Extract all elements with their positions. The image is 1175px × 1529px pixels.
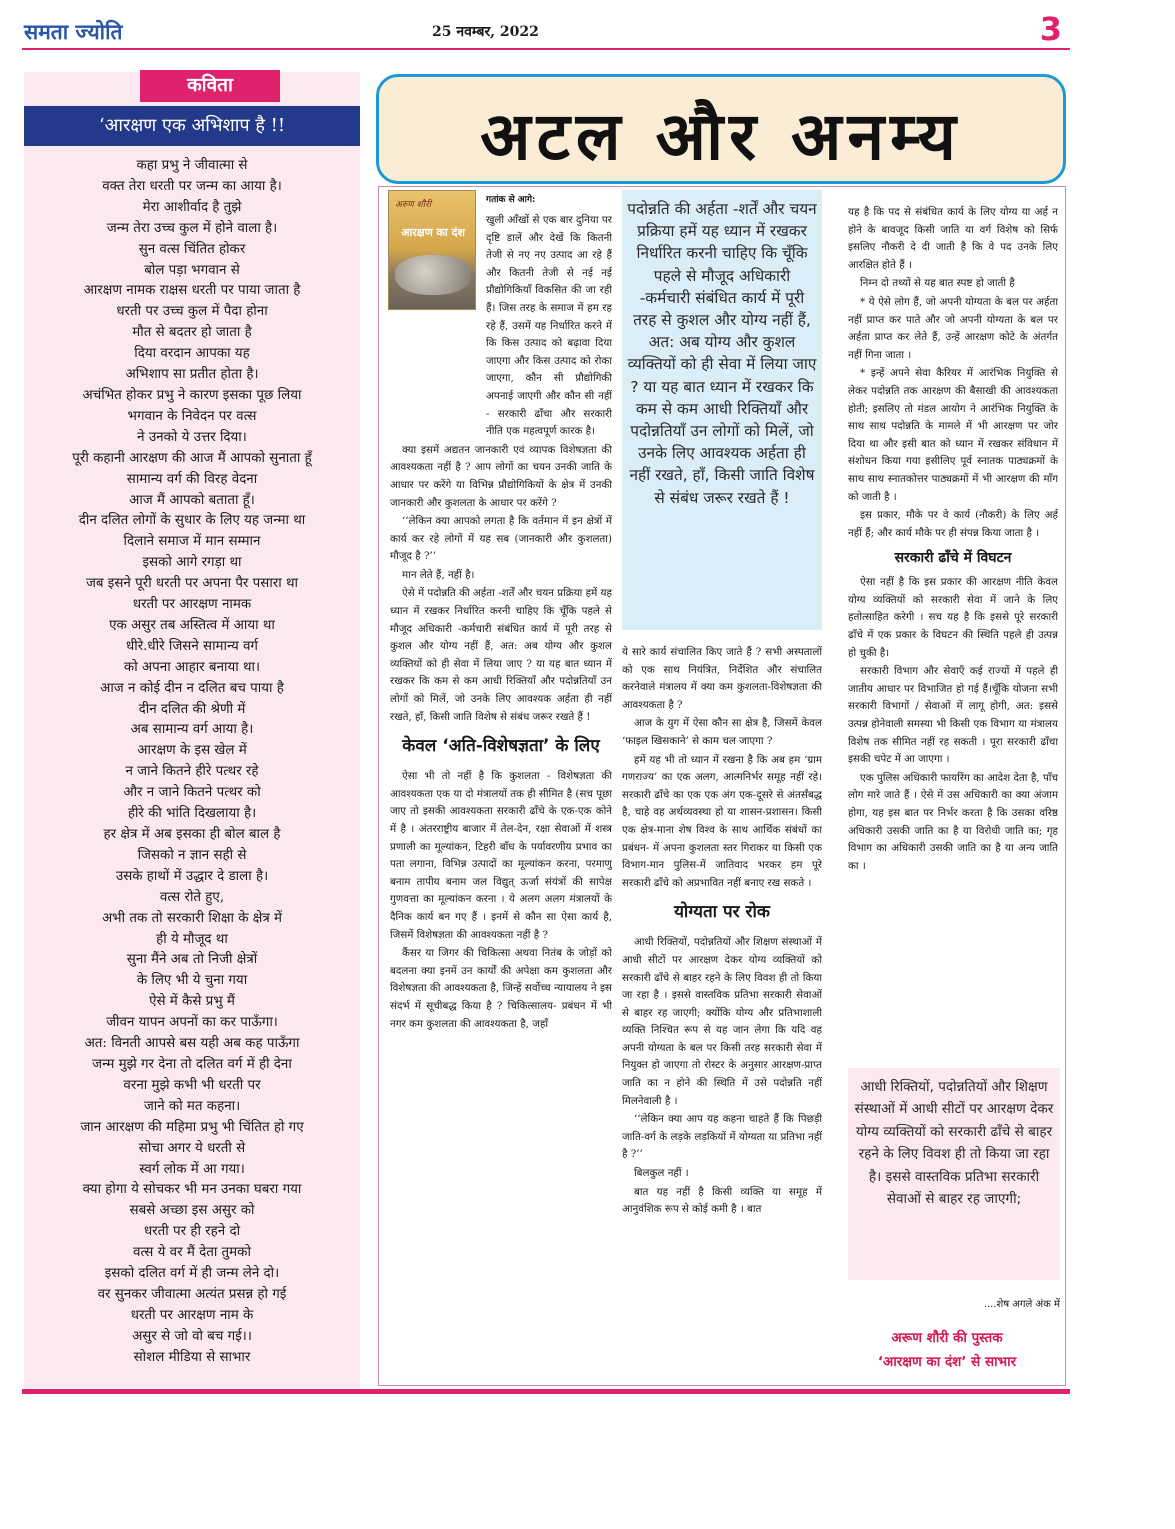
- poem-line: आज मैं आपको बताता हूँ।: [129, 492, 255, 508]
- poem-line: दिलाने समाज में मान सम्मान: [123, 534, 261, 550]
- paragraph: निम्न दो तथ्यों से यह बात स्पष्ट हो जाती है: [860, 277, 1015, 290]
- header-rule: [22, 48, 1070, 50]
- book-cover-title: आरक्षण का दंश: [401, 226, 465, 239]
- poem-line: को अपना आहार बनाया था।: [123, 659, 261, 675]
- paragraph: ‘‘लेकिन क्या आपको लगता है कि वर्तमान में इन क्षेत्रों में कार्य कर रहे लोगों में यह सब (जानकारी और कुशलता) मौजूद है ?’’: [390, 515, 612, 563]
- poem-line: धरती पर ही रहने दो: [143, 1224, 241, 1240]
- paragraph: ऐसा नहीं है कि इस प्रकार की आरक्षण नीति केवल योग्य व्यक्तियों को सरकारी सेवा में जाने के लिए हतोत्साहित करेगी । सच यह है कि इससे पूरे सरकारी ढाँचे में एक प्रकार के विघटन की स्थिति पहले ही उत्पन्न हो चुकी है।: [848, 576, 1058, 659]
- poem-line: मौत से बदतर हो जाता है: [132, 325, 252, 341]
- poem-line: वर सुनकर जीवात्मा अत्यंत प्रसन्न हो गई: [97, 1286, 287, 1302]
- poem-line: एक असुर तब अस्तित्व में आया था: [109, 617, 275, 633]
- poem-line: ही ये मौजूद था: [156, 931, 228, 947]
- poem-line: इसको आगे रगड़ा था: [142, 555, 242, 571]
- subheading: योग्यता पर रोक: [674, 902, 770, 923]
- poem-line: अत: विनती आपसे बस यही अब कह पाऊँगा: [84, 1036, 300, 1052]
- poem-line: हर क्षेत्र में अब इसका ही बोल बाल है: [103, 827, 281, 842]
- poem-line: धरती पर उच्च कुल में पैदा होना: [116, 304, 268, 320]
- poem-line: सामान्य वर्ग की विरह वेदना: [126, 471, 258, 487]
- article-column-3: [848, 204, 1058, 1064]
- poem-line: बोल पड़ा भगवान से: [144, 262, 240, 278]
- book-cover-author: अरुण शौरी: [395, 200, 432, 210]
- subheading: सरकारी ढाँचे में विघटन: [894, 550, 1012, 567]
- masthead: [22, 10, 1070, 50]
- poem-line: मेरा आशीर्वाद है तुझे: [142, 199, 242, 215]
- footer-rule: [22, 1389, 1070, 1394]
- poem-line: सबसे अच्छा इस असुर को: [129, 1203, 255, 1219]
- paragraph: ऐसा भी तो नहीं है कि कुशलता - विशेषज्ञता की आवश्यकता एक या दो मंत्रालयों तक ही सीमित है (सच पूछा जाए तो इसकी आवश्यकता सरकारी ढाँचे के एक-एक कोने में है । अंतरराष्ट्रीय बाजार में तेल-देन, रक्षा सेवाओं में शस्त्र प्रणाली का मूल्यांकन, टिहरी बाँध के पर्यावरणीय प्रभाव का पता लगाना, विभिन्न उत्पादों का मूल्यांकन करना, परमाणु बनाम तापीय बनाम जल विद्युत् ऊर्जा संयंत्रों की सापेक्ष गुणवत्ता का मूल्यांकन करना । ये अलग अलग मंत्रालयों के दैनिक कार्य बन गए हैं । इनमें से कौन सा ऐसा कार्य है, जिसमें विशेषज्ञता की आवश्यकता नहीं है ?: [390, 770, 612, 941]
- poem-line: और न जाने कितने पत्थर को: [123, 785, 261, 801]
- poem-line: वत्स ये वर मैं देता तुमको: [133, 1245, 251, 1261]
- paragraph: इस प्रकार, मौके पर वे कार्य (नौकरी) के लिए अर्ह नहीं हैं; और कार्य मौके पर ही संपन्न किया जाता है ।: [848, 509, 1058, 539]
- poem-section-tag: कविता: [140, 70, 280, 102]
- poem-line: भगवान के निवेदन पर वत्स: [127, 408, 257, 424]
- paragraph: * ये ऐसे लोग हैं, जो अपनी योग्यता के बल पर अर्हता नहीं प्राप्त कर पाते और जो अपनी योग्यता के बल पर अर्हता प्राप्त कर लेते हैं, उन्हें आरक्षण कोटे के अंतर्गत नहीं गिना जाता ।: [848, 295, 1058, 361]
- poem-line: सुन वत्स चिंतित होकर: [138, 241, 246, 257]
- paragraph: क्या इसमें अद्यतन जानकारी एवं व्यापक विशेषज्ञता की आवश्यकता नहीं है ? आप लोगों का चयन उनकी जाति के आधार पर करेंगे या विभिन्न प्रौद्योगिकियों के क्षेत्र में उनकी जानकारी और कुशलता के आधार पर करेंगे ?: [390, 443, 612, 509]
- pull-quote: आधी रिक्तियों, पदोन्नतियों और शिक्षण संस्थाओं में आधी सीटों पर आरक्षण देकर योग्य व्यक्तियों को सरकारी ढाँचे से बाहर रहने के लिए विवश ही तो किया जा रहा है। इससे वास्तविक प्रतिभा सरकारी सेवाओं से बाहर रह जाएगी;: [848, 1068, 1060, 1280]
- paragraph: आधी रिक्तियों, पदोन्नतियों और शिक्षण संस्थाओं में आधी सीटों पर आरक्षण देकर योग्य व्यक्तियों को सरकारी ढाँचे से बाहर रहने के लिए विवश ही तो किया जा रहा है । इससे वास्तविक प्रतिभा सरकारी सेवाओं से बाहर रह जाएगी; क्योंकि योग्य और प्रतिभाशाली व्यक्ति निश्चित रूप से यह जान लेगा कि यदि वह अपनी योग्यता के बल पर किसी तरह सरकारी सेवा में नियुक्त हो जाएगा तो रोस्टर के अनुसार आरक्षण-प्राप्त जाति का न होने की स्थिति में उसे पदोन्नति नहीं मिलनेवाली है ।: [622, 936, 822, 1107]
- article-column-2: [622, 644, 822, 1380]
- paragraph: आज के युग में ऐसा कौन सा क्षेत्र है, जिसमें केवल ‘फाइल खिसकाने’ से काम चल जाएगा ?: [622, 717, 822, 747]
- paragraph: बात यह नहीं है किसी व्यक्ति या समूह में आनुवंशिक रूप से कोई कमी है । बात: [622, 1185, 822, 1216]
- article-headline: अटल और अनम्य: [480, 98, 962, 175]
- poem-line: वरना मुझे कभी भी धरती पर: [123, 1077, 261, 1093]
- poem-line: जन्म तेरा उच्च कुल में होने वाला है।: [106, 220, 278, 236]
- poem-line: दीन दलित की श्रेणी में: [138, 701, 246, 717]
- poem-line: अब सामान्य वर्ग आया है।: [130, 722, 254, 738]
- poem-line: आज न कोई दीन न दलित बच पाया है: [100, 680, 284, 696]
- poem-line: स्वर्ग लोक में आ गया।: [139, 1161, 245, 1177]
- paragraph: हमें यह भी तो ध्यान में रखना है कि अब हम ‘ग्राम गणराज्य’ का एक अलग, आत्मनिर्भर समूह नहीं रहे। सरकारी ढाँचे का एक एक अंग एक-दूसरे से अंतर्संबद्ध है, चाहे वह अर्थव्यवस्था हो या शासन-प्रशासन। किसी एक क्षेत्र-माना शेष विश्व के साथ आर्थिक संबंधों का प्रबंधन- में अपना कुशलता स्तर गिराकर या किसी एक विभाग-मान पुलिस-में जातिवाद भरकर हम पूरे सरकारी ढाँचे को अप्रभावित नहीं बनाए रख सकते ।: [622, 753, 822, 889]
- poem-line: क्या होगा ये सोचकर भी मन उनका घबरा गया: [82, 1182, 302, 1198]
- credit-line: ‘आरक्षण का दंश’ से साभार: [877, 1354, 1017, 1370]
- poem-line: जब इसने पूरी धरती पर अपना पैर पसारा था: [85, 576, 299, 592]
- poem-line: वत्स रोते हुए,: [159, 889, 225, 905]
- paragraph: ऐसे में पदोन्नति की अर्हता -शर्तें और चयन प्रक्रिया हमें यह ध्यान में रखकर निर्धारित करनी चाहिए कि चूँकि पहले से मौजूद अधिकारी -कर्मचारी संबंधित कार्य में पूरी तरह से कुशल और योग्य नहीं हैं, अत: अब योग्य और कुशल व्यक्तियों को ही सेवा में लिया जाए ? या यह बात ध्यान में रखकर कि कम से कम आधी रिक्तियाँ और पदोन्नतियाँ उन लोगों को मिलें, जो उनके लिए आवश्यक अर्हता ही नहीं रखते, हाँ, किसी जाति विशेष से संबंध जरूर रखते हैं !: [390, 587, 612, 723]
- poem-line: उसके हाथों में उद्धार दे डाला है।: [115, 868, 269, 884]
- poem-line: अभी तक तो सरकारी शिक्षा के क्षेत्र में: [101, 910, 283, 926]
- paragraph: ‘‘लेकिन क्या आप यह कहना चाहते हैं कि पिछड़ी जाति-वर्ग के लड़के लड़कियों में योग्यता या प्रतिभा नहीं है ?’’: [622, 1113, 822, 1161]
- poem-panel: [24, 72, 360, 1388]
- source-credit: [830, 1326, 1064, 1374]
- page-number: 3: [1039, 10, 1062, 48]
- poem-line: असुर से जो वो बच गई।।: [132, 1328, 252, 1344]
- paragraph: कैंसर या जिगर की चिकित्सा अथवा नितंब के जोड़ों को बदलना क्या इनमें उन कार्यों की अपेक्षा कम कुशलता और विशेषज्ञता की आवश्यकता है, जिन्हें सर्वोच्च न्यायालय ने इस संदर्भ में सूचीबद्ध किया है ? चिकित्सालय- प्रबंधन में भी नगर कम कुशलता की आवश्यकता है, जहाँ: [390, 947, 612, 1030]
- poem-line: जाने को मत कहना।: [143, 1098, 241, 1114]
- paragraph: एक पुलिस अधिकारी फायरिंग का आदेश देता है, पाँच लोग मारे जाते हैं । ऐसे में उस अधिकारी का क्या अंजाम होगा, यह इस बात पर निर्भर करता है कि उसका वरिष्ठ अधिकारी उसकी जाति का है या विरोधी जाति का; गृह विभाग का अधिकारी उसकी जाति का है या अन्य जाति का ।: [848, 771, 1058, 872]
- poem-line: आरक्षण के इस खेल में: [137, 743, 247, 759]
- paragraph: सरकारी विभाग और सेवाएँ कई राज्यों में पहले ही जातीय आधार पर विभाजित हो गई हैं।चूँकि योजना सभी सरकारी विभागों / सेवाओं में लागू होगी, अत: इससे उत्पन्न होनेवाली समस्या भी किसी एक विभाग या मंत्रालय विशेष तक सीमित नहीं रह सकती । पूरा सरकारी ढाँचा इसकी चपेट में आ जाएगा ।: [848, 665, 1058, 766]
- poem-title: ‘आरक्षण एक अभिशाप है !!: [24, 106, 360, 146]
- headline-banner: [376, 74, 1066, 184]
- pull-quote: पदोन्नति की अर्हता -शर्तें और चयन प्रक्रिया हमें यह ध्यान में रखकर निर्धारित करनी चाहिए कि चूँकि पहले से मौजूद अधिकारी -कर्मचारी संबंधित कार्य में पूरी तरह से कुशल और योग्य नहीं हैं, अत: अब योग्य और कुशल व्यक्तियों को ही सेवा में लिया जाए ? या यह बात ध्यान में रखकर कि कम से कम आधी रिक्तियाँ और पदोन्नतियाँ उन लोगों को मिलें, जो उनके लिए आवश्यक अर्हता ही नहीं रखते, हाँ, किसी जाति विशेष से संबंध जरूर रखते हैं !: [622, 190, 822, 630]
- continued-note: ....शेष अगले अंक में: [983, 1299, 1060, 1310]
- poem-line: धीरे.धीरे जिसने सामान्य वर्ग: [126, 638, 258, 654]
- poem-line: जन्म मुझे गर देना तो दलित वर्ग में ही देना: [92, 1056, 292, 1072]
- poem-line: धरती पर आरक्षण नाम के: [130, 1307, 254, 1323]
- poem-line: धरती पर आरक्षण नामक: [132, 597, 252, 613]
- poem-line: सोशल मीडिया से साभार: [133, 1349, 251, 1365]
- poem-line: जीवन यापन अपनों का कर पाऊँगा।: [106, 1015, 278, 1031]
- poem-line: जान आरक्षण की महिमा प्रभु भी चिंतित हो गए: [80, 1119, 304, 1135]
- paragraph: * इन्हें अपने सेवा कैरियर में आरंभिक नियुक्ति से लेकर पदोन्नति तक आरक्षण की बैसाखी की आवश्यकता होती; इसलिए तो मंडल आयोग ने आरंभिक नियुक्ति के साथ साथ पदोन्नति के मामले में भी आरक्षण पर जोर दिया था और इसी बात को ध्यान में रखकर संविधान में संशोधन किया गया इसीलिए पूर्व स्नातक पाठ्यक्रमों के साथ साथ स्नातकोत्तर पाठ्यक्रमों में भी आरक्षण की माँग को जाती है ।: [848, 367, 1058, 503]
- poem-line: वक्त तेरा धरती पर जन्म का आया है।: [102, 178, 282, 194]
- poem-line: न जाने कितने हीरे पत्थर रहे: [125, 764, 259, 780]
- poem-line: आरक्षण नामक राक्षस धरती पर पाया जाता है: [83, 283, 301, 299]
- poem-line: इसको दलित वर्ग में ही जन्म लेने दो।: [104, 1266, 280, 1282]
- continued-from: गतांक से आगे:: [486, 195, 536, 205]
- subheading: केवल ‘अति-विशेषज्ञता’ के लिए: [402, 736, 600, 757]
- poem-line: कहा प्रभु ने जीवात्मा से: [136, 158, 248, 173]
- paper-name: समता ज्योति: [24, 19, 123, 44]
- poem-line: पूरी कहानी आरक्षण की आज मैं आपको सुनाता हूँ: [72, 450, 312, 466]
- poem-line: दिया वरदान आपका यह: [134, 346, 250, 362]
- poem-body: [24, 156, 360, 1369]
- paragraph: मान लेते हैं, नहीं है।: [402, 568, 475, 581]
- poem-line: सोचा अगर ये धरती से: [138, 1140, 246, 1156]
- issue-date: 25 नवम्बर, 2022: [432, 24, 539, 40]
- poem-line: ने उनको ये उत्तर दिया।: [137, 429, 247, 445]
- paragraph: ये सारे कार्य संचालित किए जाते हैं ? सभी अस्पतालों को एक साथ नियंत्रित, निर्देशित और संचालित करनेवाले मंत्रालय में क्या कम कुशलता-विशेषज्ञता की आवश्यकता है ?: [622, 646, 822, 711]
- poem-line: हीरे की भांति दिखलाया है।: [127, 806, 257, 822]
- poem-line: जिसको न ज्ञान सही से: [137, 847, 247, 863]
- article-column-1: [390, 212, 612, 1380]
- paragraph: खुली आँखों से एक बार दुनिया पर दृष्टि डालें और देखें कि कितनी तेजी से नए नए उत्पाद आ रहे हैं और कितनी तेजी से नई नई प्रौद्योगिकियाँ विकसित की जा रही हैं। जिस तरह के समाज में हम रह रहे हैं, उसमें यह निर्धारित करने में कि किस उत्पाद को बढ़ावा दिया जाएगा और किस उत्पाद को रोका जाएगा, कौन सी प्रौद्योगिकी अपनाई जाएगी और कौन सी नहीं - सरकारी ढाँचा और सरकारी नीति एक महत्वपूर्ण कारक है।: [486, 214, 612, 438]
- poem-line: अभिशाप सा प्रतीत होता है।: [125, 367, 259, 383]
- poem-line: अचंभित होकर प्रभु ने कारण इसका पूछ लिया: [82, 387, 302, 403]
- paragraph: यह है कि पद से संबंधित कार्य के लिए योग्य या अर्ह न होने के बावजूद किसी जाति या वर्ग विशेष को सिर्फ इसलिए नौकरी दे दी जाती है कि वे पद उनके लिए आरक्षित होते हैं ।: [848, 206, 1058, 271]
- paragraph: बिलकुल नहीं ।: [634, 1167, 689, 1180]
- credit-line: अरूण शौरी की पुस्तक: [891, 1330, 1003, 1346]
- poem-line: ऐसे में कैसे प्रभु मैं: [149, 994, 235, 1010]
- poem-line: सुना मैंने अब तो निजी क्षेत्रों: [126, 952, 258, 968]
- poem-line: के लिए भी ये चुना गया: [136, 973, 248, 989]
- poem-line: दीन दलित लोगों के सुधार के लिए यह जन्मा था: [78, 513, 306, 529]
